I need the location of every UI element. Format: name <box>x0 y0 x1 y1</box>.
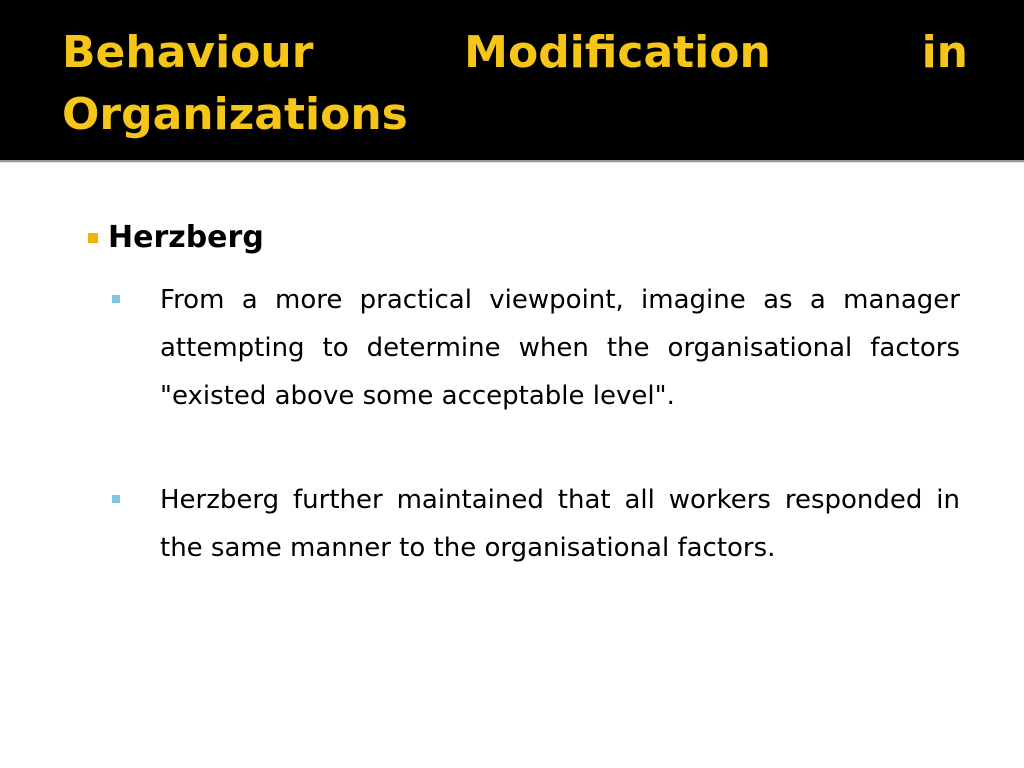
square-bullet-icon <box>112 495 120 503</box>
square-bullet-icon <box>88 233 98 243</box>
square-bullet-icon <box>112 295 120 303</box>
slide-title: Behaviour Modification in Organizations <box>62 27 968 140</box>
sub-bullet-text: Herzberg further maintained that all workers responded in the same manner to the organisational factors. <box>160 485 960 563</box>
sub-bullet-text: From a more practical viewpoint, imagine as a manager attempting to determine when the organisational factors "existed above some acceptable level". <box>160 285 960 411</box>
header-divider <box>0 160 1024 163</box>
bullet-heading: Herzberg <box>108 220 264 255</box>
slide-header <box>0 0 1024 160</box>
